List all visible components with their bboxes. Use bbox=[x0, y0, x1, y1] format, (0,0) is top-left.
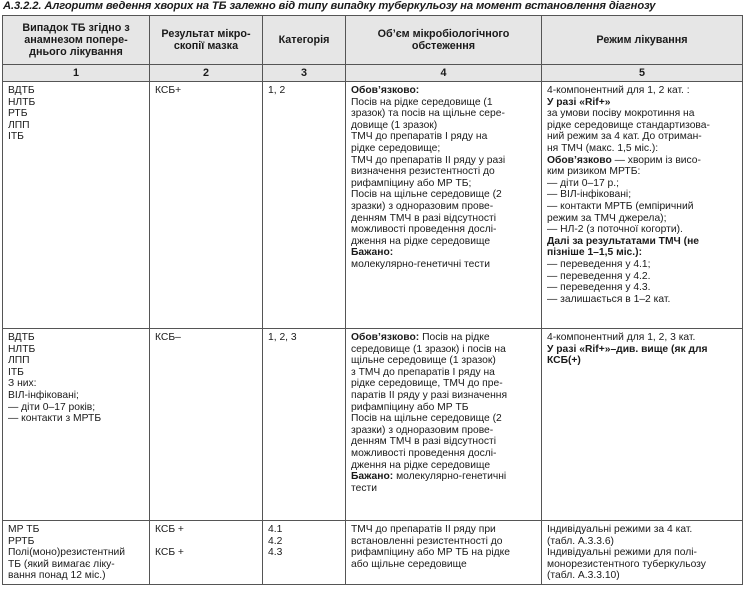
text-run: Посів на щільне середовище (2 bbox=[351, 413, 502, 425]
smear-cell bbox=[150, 521, 263, 585]
text-run: монорезистентного туберкульозу bbox=[547, 558, 706, 570]
cell-line: Об’єм мікробіологічного bbox=[377, 28, 510, 40]
cell-line: анамнезом попере- bbox=[24, 34, 128, 46]
cell-line bbox=[351, 166, 537, 178]
header-regimen bbox=[542, 16, 743, 65]
header-row bbox=[3, 16, 743, 65]
regimen-cell bbox=[542, 329, 743, 521]
cell-line bbox=[547, 344, 738, 356]
cell-line bbox=[351, 97, 537, 109]
cell-line: 4.1 bbox=[268, 524, 283, 535]
cell-line: НЛТБ bbox=[8, 96, 36, 108]
cell-line: КСБ+ bbox=[155, 85, 182, 96]
text-run: дження на рідке середовище bbox=[351, 235, 491, 247]
cell-line: Режим лікування bbox=[596, 34, 688, 46]
cell-line bbox=[547, 189, 738, 201]
smear-cell bbox=[150, 329, 263, 521]
cell-line bbox=[351, 425, 537, 437]
column-number: 5 bbox=[542, 65, 743, 82]
cell-line bbox=[351, 259, 537, 271]
category-cell bbox=[263, 329, 346, 521]
text-run: рідке середовище, ТМЧ до пре- bbox=[351, 378, 503, 390]
cell-line: РТБ bbox=[8, 108, 28, 120]
text-run: — хворим із висо- bbox=[611, 154, 701, 166]
cell-line: КСБ + bbox=[155, 524, 184, 535]
bold-run: Обов’язково: bbox=[351, 332, 420, 343]
cell-line bbox=[351, 189, 537, 201]
cell-line: КСБ + bbox=[155, 547, 184, 559]
cell-line bbox=[351, 178, 537, 190]
column-number: 2 bbox=[150, 65, 263, 82]
text-run: ТМЧ до препаратів І ряду на bbox=[351, 131, 488, 143]
cell-line bbox=[351, 143, 537, 155]
cell-line: МР ТБ bbox=[8, 524, 40, 535]
cell-line bbox=[351, 213, 537, 225]
cell-line bbox=[547, 97, 738, 109]
text-run: 4-компонентний для 1, 2 кат. : bbox=[547, 85, 690, 96]
text-run: можливості проведення дослі- bbox=[351, 447, 497, 459]
text-run: середовище (1 зразок) і посів на bbox=[351, 343, 506, 355]
cell-line bbox=[547, 178, 738, 190]
column-number-row bbox=[3, 65, 743, 82]
text-run: Індивідуальні режими за 4 кат. bbox=[547, 524, 693, 535]
cell-line bbox=[351, 355, 537, 367]
cell-line bbox=[547, 143, 738, 155]
text-run: з ТМЧ до препаратів І ряду на bbox=[351, 366, 495, 378]
case-cell bbox=[3, 329, 150, 521]
cell-line bbox=[547, 570, 738, 582]
cell-line bbox=[547, 259, 738, 271]
text-run: визначення резистентності до bbox=[351, 166, 495, 178]
text-run: паратів ІІ ряду у разі визначення bbox=[351, 389, 508, 401]
cell-line bbox=[547, 201, 738, 213]
text-run: ня ТМЧ (макс. 1,5 міс.): bbox=[547, 142, 659, 154]
cell-line bbox=[547, 294, 738, 306]
cell-line bbox=[547, 85, 738, 97]
cell-line bbox=[547, 282, 738, 294]
cell-line bbox=[351, 332, 537, 344]
text-run: (табл. А.3.3.10) bbox=[547, 570, 620, 582]
text-run: дження на рідке середовище bbox=[351, 459, 491, 471]
header-case bbox=[3, 16, 150, 65]
bold-run: У разі «Rif+» bbox=[547, 96, 611, 108]
cell-line: ІТБ bbox=[8, 131, 24, 143]
cell-line bbox=[351, 378, 537, 390]
text-run: Посів на щільне середовище (2 bbox=[351, 189, 502, 201]
cell-line: РРТБ bbox=[8, 535, 35, 547]
cell-line: — діти 0–17 років; bbox=[8, 401, 96, 413]
cell-line: ЛПП bbox=[8, 119, 30, 131]
cell-line: — контакти з МРТБ bbox=[8, 413, 102, 425]
cell-line bbox=[547, 224, 738, 236]
text-run: молекулярно-генетичні тести bbox=[351, 258, 490, 270]
bold-run: КСБ(+) bbox=[547, 355, 581, 367]
cell-line: 4.2 bbox=[268, 535, 283, 547]
text-run: за умови посіву мокротиння на bbox=[547, 108, 695, 120]
text-run: рифампіцину або МР ТБ; bbox=[351, 177, 472, 189]
header-exam bbox=[346, 16, 542, 65]
text-run: ТМЧ до препаратів ІІ ряду у разі bbox=[351, 154, 506, 166]
text-run: денням ТМЧ в разі відсутності bbox=[351, 212, 496, 224]
cell-line bbox=[351, 344, 537, 356]
cell-line: обстеження bbox=[411, 40, 476, 52]
cell-line: 1, 2, 3 bbox=[268, 332, 297, 343]
text-run: режим за ТМЧ джерела); bbox=[547, 212, 667, 224]
text-run: щільне середовище (1 зразок) bbox=[351, 355, 496, 367]
cell-line bbox=[351, 413, 537, 425]
cell-line bbox=[351, 155, 537, 167]
cell-line bbox=[547, 547, 738, 559]
header-category bbox=[263, 16, 346, 65]
text-run: можливості проведення дослі- bbox=[351, 224, 497, 236]
cell-line bbox=[547, 120, 738, 132]
cell-line bbox=[547, 524, 738, 536]
cell-line: НЛТБ bbox=[8, 343, 36, 355]
cell-line bbox=[547, 213, 738, 225]
category-cell bbox=[263, 82, 346, 329]
bold-run: У разі «Rif+»– bbox=[547, 343, 617, 355]
text-run: — ВІЛ-інфіковані; bbox=[547, 189, 632, 201]
cell-line bbox=[351, 460, 537, 472]
cell-line bbox=[351, 120, 537, 132]
text-run: — переведення у 4.3. bbox=[547, 282, 651, 294]
cell-line bbox=[351, 224, 537, 236]
text-run: зразки) з одноразовим прове- bbox=[351, 424, 494, 436]
exam-cell bbox=[346, 329, 542, 521]
text-run: тести bbox=[351, 482, 377, 494]
bold-run: Далі за результатами ТМЧ (не bbox=[547, 235, 700, 247]
cell-line: З них: bbox=[8, 378, 37, 390]
cell-line bbox=[547, 247, 738, 259]
column-number: 1 bbox=[3, 65, 150, 82]
cell-line bbox=[351, 536, 537, 548]
cell-line bbox=[547, 355, 738, 367]
cell-line bbox=[351, 85, 537, 97]
text-run: зразок) та посів на щільне сере- bbox=[351, 108, 505, 120]
column-number: 4 bbox=[346, 65, 542, 82]
cell-line bbox=[351, 236, 537, 248]
text-run: 4-компонентний для 1, 2, 3 кат. bbox=[547, 332, 696, 343]
text-run: — переведення у 4.2. bbox=[547, 270, 651, 282]
text-run: ТМЧ до препаратів ІІ ряду при bbox=[351, 524, 496, 535]
category-cell bbox=[263, 521, 346, 585]
cell-line: Категорія bbox=[278, 34, 330, 46]
cell-line bbox=[547, 271, 738, 283]
cell-line bbox=[351, 131, 537, 143]
cell-line: ВІЛ-інфіковані; bbox=[8, 389, 79, 401]
cell-line bbox=[547, 131, 738, 143]
text-run: — контакти МРТБ (емпіричний bbox=[547, 200, 694, 212]
smear-cell bbox=[150, 82, 263, 329]
table-title: А.3.2.2. Алгоритм ведення хворих на ТБ залежно від типу випадку туберкульозу на момент встановлення діагнозу bbox=[3, 0, 656, 12]
cell-line bbox=[351, 559, 537, 571]
cell-line bbox=[351, 524, 537, 536]
cell-line bbox=[351, 448, 537, 460]
cell-line bbox=[547, 536, 738, 548]
cell-line: ВДТБ bbox=[8, 332, 35, 343]
text-run: (табл. А.3.3.6) bbox=[547, 535, 614, 547]
cell-line: Результат мікро- bbox=[161, 28, 251, 40]
text-run: — діти 0–17 р.; bbox=[547, 177, 619, 189]
text-run: денням ТМЧ в разі відсутності bbox=[351, 436, 496, 448]
cell-line bbox=[547, 559, 738, 571]
text-run: довище (1 зразок) bbox=[351, 119, 438, 131]
table-row bbox=[3, 521, 743, 585]
text-run: зразки) з одноразовим прове- bbox=[351, 200, 494, 212]
bold-run: пізніше 1–1,5 міс.): bbox=[547, 247, 642, 259]
table-row bbox=[3, 82, 743, 329]
cell-line bbox=[351, 436, 537, 448]
text-run: рідке середовище; bbox=[351, 142, 441, 154]
bold-run: Бажано: bbox=[351, 247, 394, 259]
cell-line bbox=[351, 367, 537, 379]
case-cell bbox=[3, 521, 150, 585]
text-run: Посів на рідке bbox=[419, 332, 490, 343]
algorithm-table bbox=[2, 15, 743, 585]
cell-line bbox=[547, 332, 738, 344]
table-row bbox=[3, 329, 743, 521]
text-run: молекулярно-генетичні bbox=[393, 471, 507, 483]
text-run: рідке середовище стандартизова- bbox=[547, 119, 710, 131]
cell-line: вання понад 12 міс.) bbox=[8, 570, 106, 582]
cell-line: КСБ– bbox=[155, 332, 181, 343]
exam-cell bbox=[346, 82, 542, 329]
regimen-cell bbox=[542, 521, 743, 585]
text-run: — переведення у 4.1; bbox=[547, 258, 651, 270]
cell-line bbox=[351, 390, 537, 402]
cell-line: 1, 2 bbox=[268, 85, 286, 96]
text-run: ний режим за 4 кат. До отриман- bbox=[547, 131, 702, 143]
cell-line: Випадок ТБ згідно з bbox=[22, 22, 130, 34]
text-run: встановленні резистентності до bbox=[351, 535, 503, 547]
bold-run: Обов’язково bbox=[547, 154, 612, 166]
cell-line bbox=[547, 108, 738, 120]
cell-line bbox=[351, 247, 537, 259]
column-number: 3 bbox=[263, 65, 346, 82]
bold-run: Бажано: bbox=[351, 471, 394, 483]
cell-line bbox=[547, 236, 738, 248]
regimen-cell bbox=[542, 82, 743, 329]
cell-line bbox=[351, 201, 537, 213]
text-run: або щільне середовище bbox=[351, 558, 467, 570]
cell-line bbox=[351, 471, 537, 483]
cell-line bbox=[351, 108, 537, 120]
text-run: — залишається в 1–2 кат. bbox=[547, 293, 671, 305]
exam-cell bbox=[346, 521, 542, 585]
case-cell bbox=[3, 82, 150, 329]
cell-line bbox=[351, 402, 537, 414]
cell-line: 4.3 bbox=[268, 547, 283, 559]
cell-line: днього лікування bbox=[29, 46, 123, 58]
cell-line bbox=[547, 166, 738, 178]
cell-line: ВДТБ bbox=[8, 85, 35, 96]
cell-line: ЛПП bbox=[8, 355, 30, 367]
cell-line bbox=[547, 155, 738, 167]
text-run: ким ризиком МРТБ: bbox=[547, 166, 641, 178]
line-spacer bbox=[155, 536, 258, 548]
header-smear bbox=[150, 16, 263, 65]
cell-line bbox=[351, 483, 537, 495]
cell-line: скопії мазка bbox=[173, 40, 239, 52]
text-run: див. вище (як для bbox=[616, 343, 708, 355]
text-run: — НЛ-2 (з поточної когорти). bbox=[547, 224, 683, 236]
bold-run: Обов’язково: bbox=[351, 85, 420, 96]
cell-line: Полі(моно)резистентний bbox=[8, 547, 126, 559]
text-run: рифампіцину або МР ТБ на рідке bbox=[351, 547, 511, 559]
text-run: Посів на рідке середовище (1 bbox=[351, 96, 493, 108]
text-run: Індивідуальні режими для полі- bbox=[547, 547, 697, 559]
cell-line: ТБ (який вимагає ліку- bbox=[8, 558, 115, 570]
cell-line bbox=[351, 547, 537, 559]
text-run: рифампіцину або МР ТБ bbox=[351, 401, 469, 413]
cell-line: ІТБ bbox=[8, 366, 24, 378]
